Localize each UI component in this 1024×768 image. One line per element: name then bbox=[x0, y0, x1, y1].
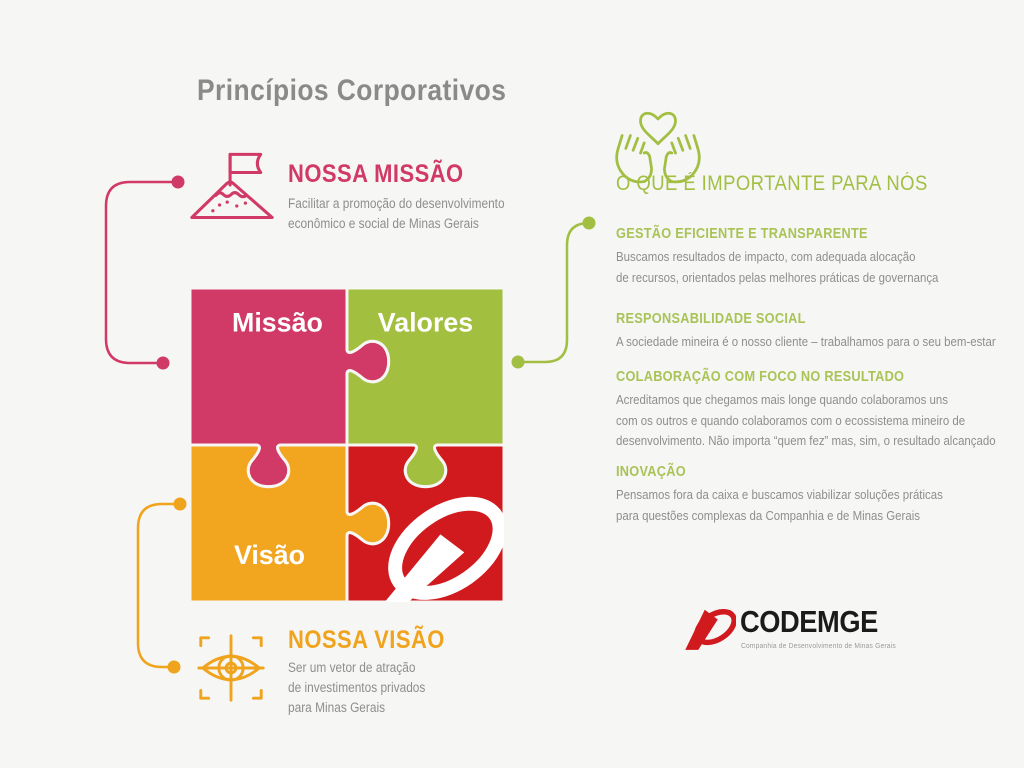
vision-connector bbox=[138, 498, 187, 674]
section-body-responsabilidade: A sociedade mineira é o nosso cliente – trabalhamos para o seu bem-estar bbox=[616, 334, 996, 349]
puzzle-label-missao: Missão bbox=[231, 307, 323, 338]
codemge-logo-text: CODEMGE bbox=[740, 604, 878, 639]
section-body-inovacao: Pensamos fora da caixa e buscamos viabilizar soluções práticas para questões complexas da Companhia e de Minas Gerais bbox=[616, 487, 943, 523]
vision-description: Ser um vetor de atração de investimentos privados para Minas Gerais bbox=[288, 660, 426, 715]
puzzle-diagram bbox=[190, 288, 504, 602]
mountain-flag-icon bbox=[188, 144, 276, 224]
vision-heading: NOSSA VISÃO bbox=[288, 626, 445, 654]
section-body-colaboracao: Acreditamos que chegamos mais longe quando colaboramos uns com os outros e quando colaboramos com o ecossistema mineiro de desenvolvimento. Não importa “quem fez” mas, sim, o resultado alcançado bbox=[616, 392, 996, 448]
puzzle-label-visao: Visão bbox=[233, 540, 306, 571]
codemge-logo-mark bbox=[680, 600, 736, 652]
section-heading-responsabilidade: RESPONSABILIDADE SOCIAL bbox=[616, 311, 806, 327]
page-title: Princípios Corporativos bbox=[197, 74, 507, 107]
mission-description: Facilitar a promoção do desenvolvimento econômico e social de Minas Gerais bbox=[288, 196, 505, 231]
eye-focus-icon bbox=[193, 630, 269, 706]
mission-connector bbox=[106, 176, 185, 370]
mission-heading: NOSSA MISSÃO bbox=[288, 160, 464, 188]
section-body-gestao: Buscamos resultados de impacto, com adequada alocação de recursos, orientados pelas melhores práticas de governança bbox=[616, 249, 939, 285]
values-panel-heading: O QUE É IMPORTANTE PARA NÓS bbox=[616, 172, 928, 195]
values-connector bbox=[512, 217, 596, 369]
section-heading-colaboracao: COLABORAÇÃO COM FOCO NO RESULTADO bbox=[616, 369, 905, 385]
codemge-logo-tagline: Companhia de Desenvolvimento de Minas Gerais bbox=[741, 641, 896, 650]
section-heading-gestao: GESTÃO EFICIENTE E TRANSPARENTE bbox=[616, 226, 868, 242]
section-heading-inovacao: INOVAÇÃO bbox=[616, 464, 686, 480]
puzzle-label-valores: Valores bbox=[377, 307, 474, 338]
